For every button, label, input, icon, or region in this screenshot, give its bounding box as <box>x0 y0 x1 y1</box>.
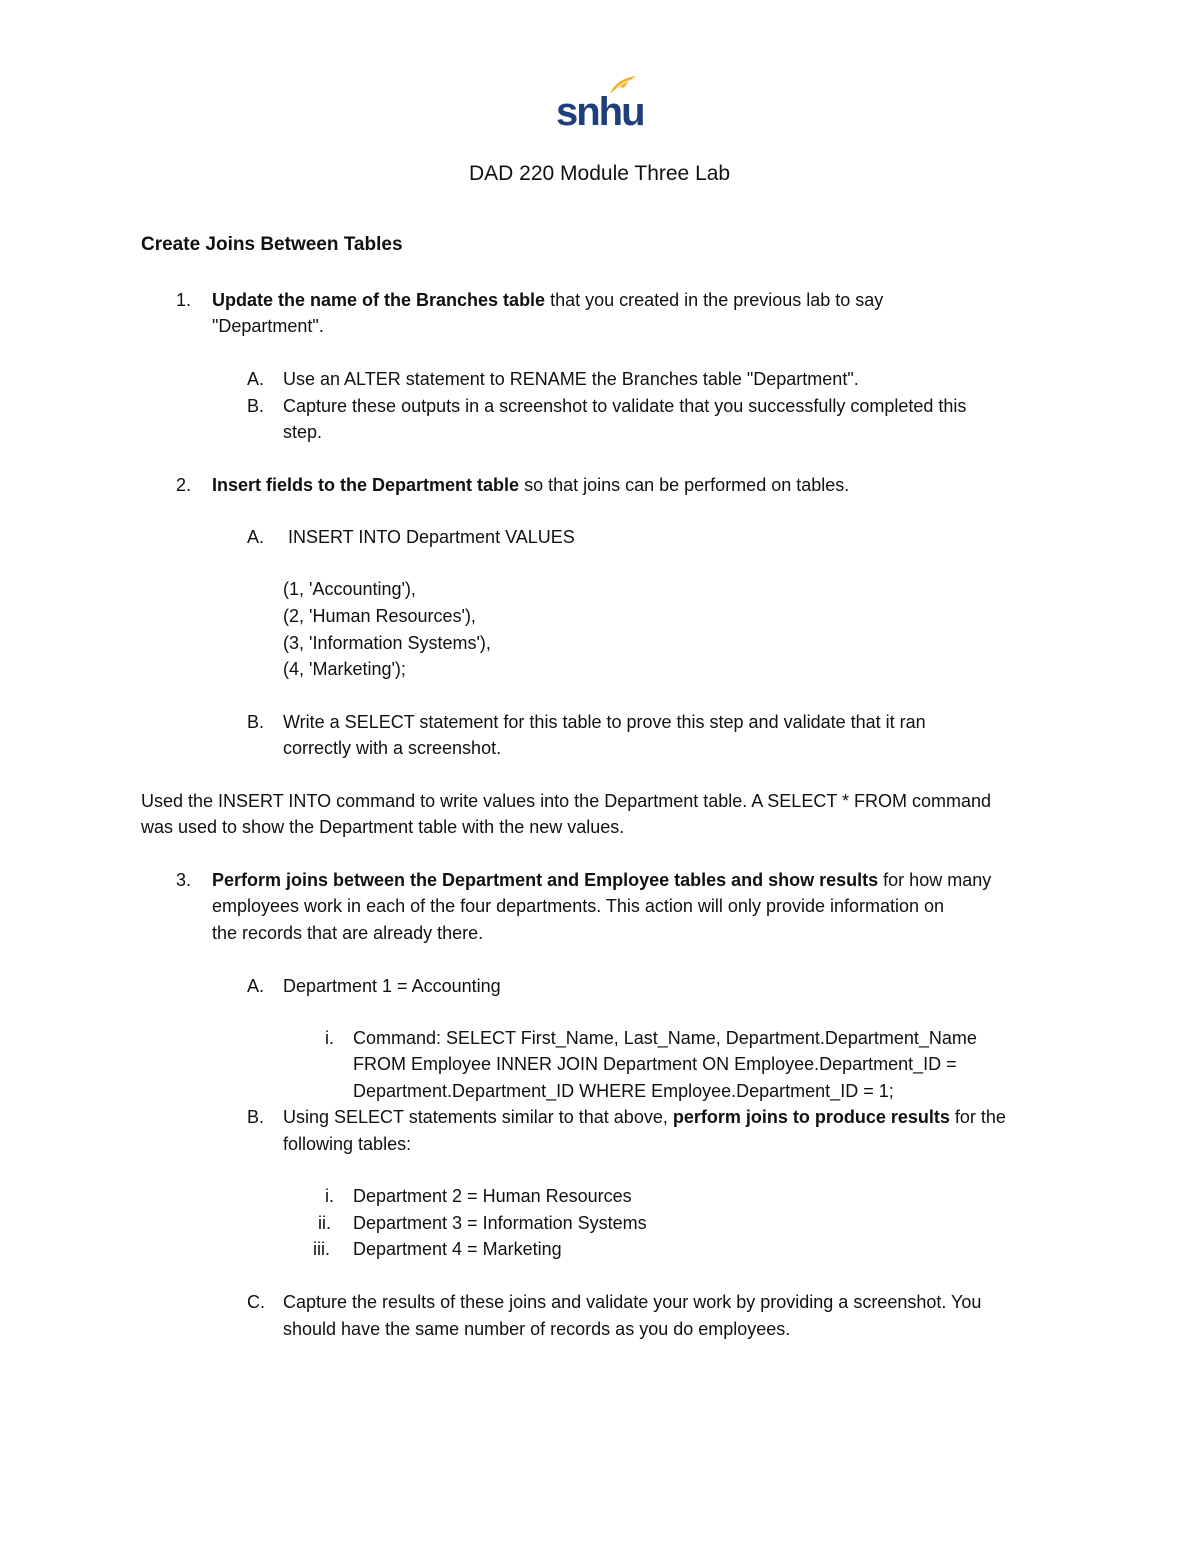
step-number: 3. <box>176 870 192 890</box>
step-2-line-1 <box>212 472 849 498</box>
list-roman: i. <box>325 1186 334 1206</box>
note-line-2: was used to show the Department table with the new values. <box>141 817 625 837</box>
step-3-b-pre: Using SELECT statements similar to that above, <box>283 1107 673 1127</box>
sql-value-line: (4, 'Marketing'); <box>283 659 406 679</box>
note-line-1: Used the INSERT INTO command to write values into the Department table. A SELECT * FROM command <box>141 791 992 811</box>
step-1-line-1 <box>212 287 883 313</box>
snhu-logo <box>554 74 644 134</box>
step-2-b-line-1: Write a SELECT statement for this table to prove this step and validate that it ran <box>283 712 926 732</box>
list-letter: B. <box>247 396 265 416</box>
logo-text: snhu <box>556 90 644 134</box>
step-3-b-line-1 <box>283 1104 1006 1130</box>
section-heading: Create Joins Between Tables <box>141 234 403 255</box>
step-number: 1. <box>176 290 192 310</box>
step-2-a-text: INSERT INTO Department VALUES <box>283 527 575 547</box>
command-line-1: Command: SELECT First_Name, Last_Name, Department.Department_Name <box>353 1028 977 1048</box>
step-number: 2. <box>176 475 192 495</box>
sql-value-line: (1, 'Accounting'), <box>283 579 416 599</box>
step-2-bold: Insert fields to the Department table <box>212 475 520 495</box>
command-line-2: FROM Employee INNER JOIN Department ON Employee.Department_ID = <box>353 1054 957 1074</box>
step-1-rest: that you created in the previous lab to say <box>545 290 884 310</box>
step-3-b-line-2: following tables: <box>283 1134 412 1154</box>
step-1-line-2: "Department". <box>212 316 324 336</box>
list-roman: i. <box>325 1028 334 1048</box>
step-3-line-3: the records that are already there. <box>212 923 484 943</box>
step-2-rest: so that joins can be performed on tables. <box>519 475 850 495</box>
step-3-b-bold: perform joins to produce results <box>672 1107 950 1127</box>
step-1-a-text: Use an ALTER statement to RENAME the Branches table "Department". <box>283 369 859 389</box>
department-item: Department 3 = Information Systems <box>353 1213 647 1233</box>
list-letter: A. <box>247 976 265 996</box>
department-item: Department 4 = Marketing <box>353 1239 562 1259</box>
step-3-c-line-2: should have the same number of records as you do employees. <box>283 1319 791 1339</box>
step-3-c-line-1: Capture the results of these joins and validate your work by providing a screenshot. You <box>283 1292 982 1312</box>
step-2-b-line-2: correctly with a screenshot. <box>283 738 502 758</box>
list-letter: A. <box>247 369 265 389</box>
list-roman: iii. <box>313 1239 330 1259</box>
page-title: DAD 220 Module Three Lab <box>469 162 731 185</box>
list-letter: A. <box>247 527 265 547</box>
list-roman: ii. <box>318 1213 331 1233</box>
list-letter: B. <box>247 1107 265 1127</box>
step-3-line-1 <box>212 867 991 893</box>
sql-value-line: (2, 'Human Resources'), <box>283 606 476 626</box>
step-3-rest: for how many <box>878 870 992 890</box>
department-item: Department 2 = Human Resources <box>353 1186 632 1206</box>
list-letter: C. <box>247 1292 265 1312</box>
step-3-bold: Perform joins between the Department and Employee tables and show results <box>212 870 879 890</box>
command-line-3: Department.Department_ID WHERE Employee.Department_ID = 1; <box>353 1081 894 1101</box>
step-3-b-post: for the <box>949 1107 1006 1127</box>
step-1-b-line-1: Capture these outputs in a screenshot to validate that you successfully completed this <box>283 396 967 416</box>
list-letter: B. <box>247 712 265 732</box>
step-1-bold: Update the name of the Branches table <box>212 290 546 310</box>
step-3-a-text: Department 1 = Accounting <box>283 976 501 996</box>
step-1-b-line-2: step. <box>283 422 323 442</box>
step-3-line-2: employees work in each of the four departments. This action will only provide information on <box>212 896 945 916</box>
sql-value-line: (3, 'Information Systems'), <box>283 633 491 653</box>
